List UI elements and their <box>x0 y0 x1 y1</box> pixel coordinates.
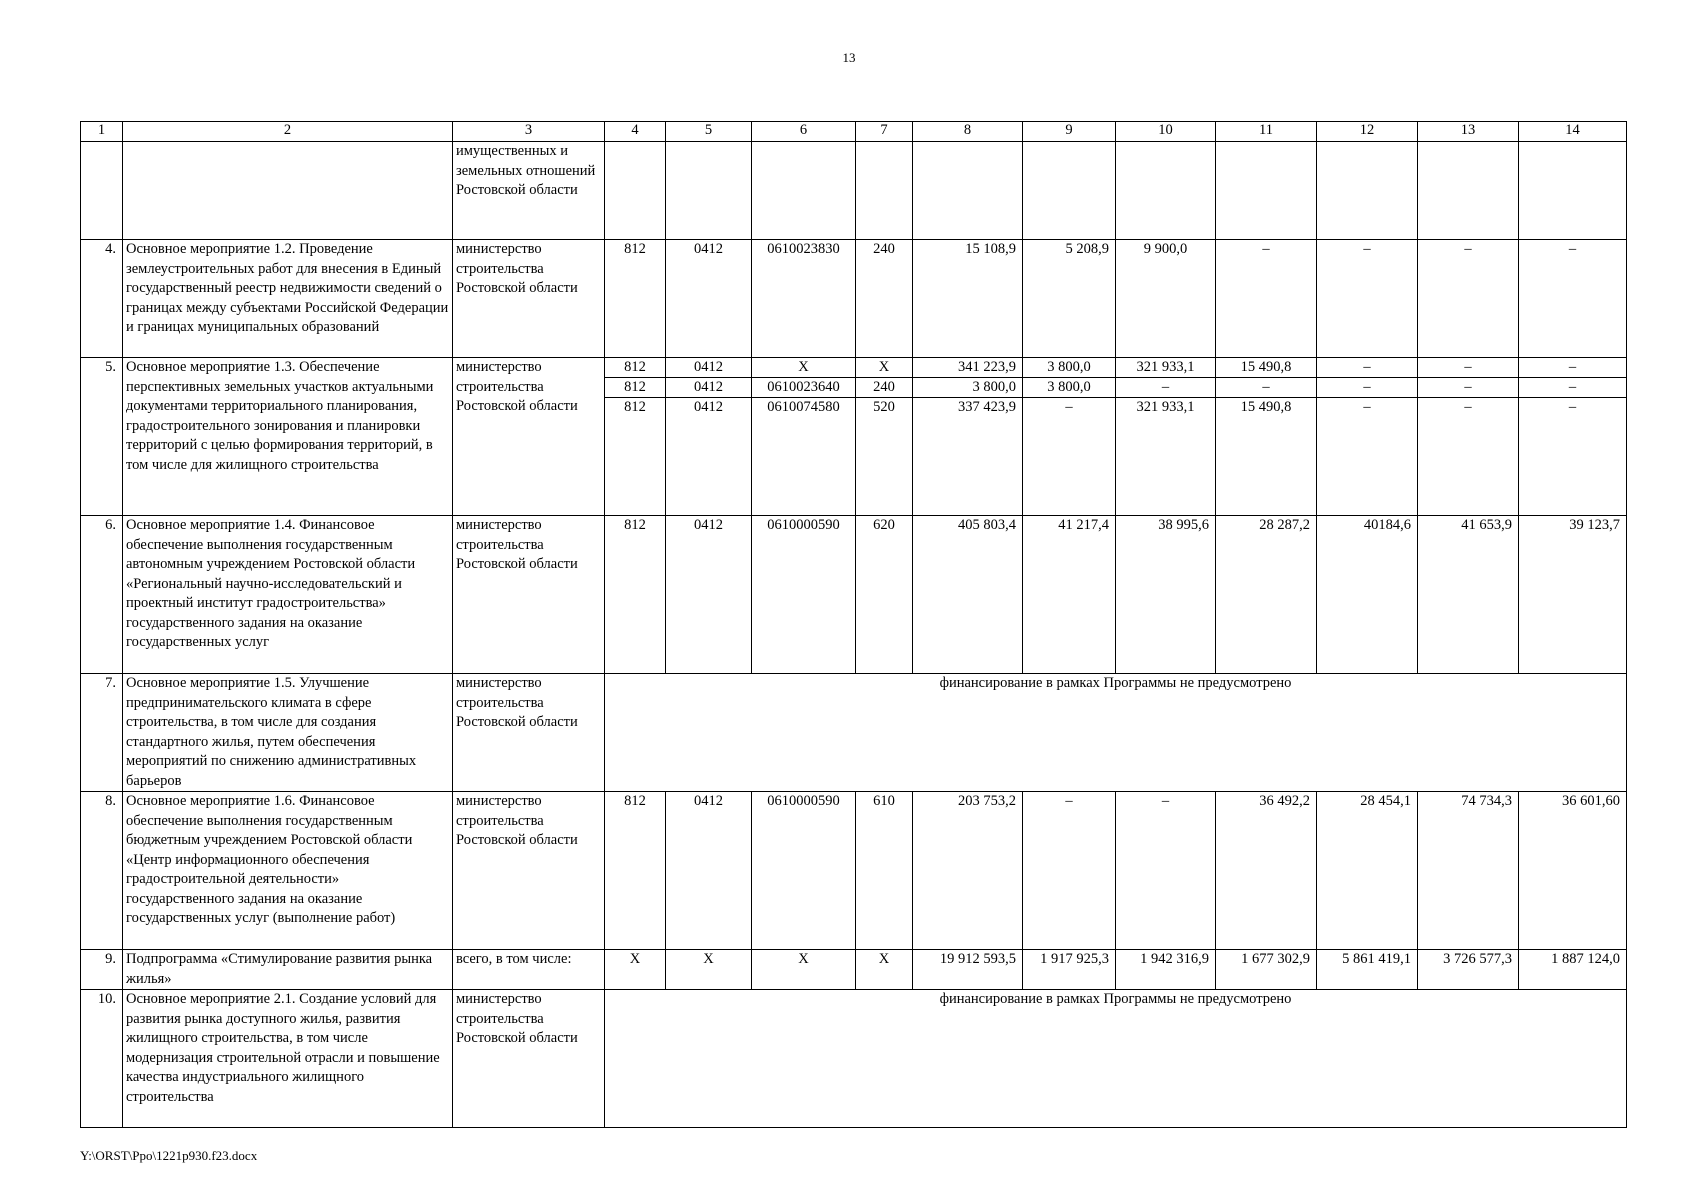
cell-c4: 812 <box>605 792 666 950</box>
cell-c12: – <box>1317 240 1418 358</box>
cell-c9 <box>1023 358 1116 516</box>
line-value: – <box>1116 378 1215 398</box>
line-value: 321 933,1 <box>1136 399 1195 415</box>
table-row <box>81 516 1627 674</box>
line-value: 341 223,9 <box>913 358 1022 378</box>
cell-c9: 41 217,4 <box>1023 516 1116 674</box>
cell-c11: 36 492,2 <box>1216 792 1317 950</box>
cell-c6: 0610023830 <box>752 240 856 358</box>
cell-c12: 5 861 419,1 <box>1317 950 1418 990</box>
table-row-continuation <box>81 142 1627 240</box>
executor-cell: всего, в том числе: <box>453 950 605 990</box>
cell-c4: 812 <box>605 240 666 358</box>
column-header: 3 <box>453 122 605 142</box>
line-value: – <box>1363 399 1371 415</box>
line-value: – <box>1418 358 1518 378</box>
line-value: X <box>856 358 912 378</box>
column-header: 10 <box>1116 122 1216 142</box>
line-value: – <box>1519 378 1626 398</box>
row-number: 10. <box>81 990 123 1128</box>
table-row <box>81 792 1627 950</box>
cell-c11: – <box>1216 240 1317 358</box>
cell-c11: 28 287,2 <box>1216 516 1317 674</box>
row-number: 4. <box>81 240 123 358</box>
cell-c13: 74 734,3 <box>1418 792 1519 950</box>
funding-note: финансирование в рамках Программы не предусмотрено <box>605 990 1627 1128</box>
cell-c5: 0412 <box>666 792 752 950</box>
line-value: 3 800,0 <box>1023 378 1115 398</box>
line-value: 812 <box>605 378 665 398</box>
row-number: 9. <box>81 950 123 990</box>
cell-c7 <box>856 358 913 516</box>
cell-c4 <box>605 358 666 516</box>
cell-c8: 19 912 593,5 <box>913 950 1023 990</box>
cell-c5 <box>666 358 752 516</box>
cell-c6: 0610000590 <box>752 516 856 674</box>
cell-c4: 812 <box>605 516 666 674</box>
budget-table <box>80 121 1627 1128</box>
column-header: 4 <box>605 122 666 142</box>
cell-c11 <box>1216 358 1317 516</box>
measure-name: Основное мероприятие 1.4. Финансовое обеспечение выполнения государственным автономным учреждением Ростовской области «Региональный научно-исследовательский и проектный институт градостроительства» государственного задания на оказание государственных услуг <box>123 516 453 674</box>
cell-c4: X <box>605 950 666 990</box>
executor-cell: министерство строительства Ростовской области <box>453 516 605 674</box>
row-number: 6. <box>81 516 123 674</box>
line-value: 0610074580 <box>767 399 840 415</box>
column-header: 1 <box>81 122 123 142</box>
measure-name: Основное мероприятие 1.5. Улучшение предпринимательского климата в сфере строительства, в том числе для создания стандартного жилья, путем обеспечения мероприятий по снижению административных барьеров <box>123 674 453 792</box>
cell-c13 <box>1418 358 1519 516</box>
cell-c9: 5 208,9 <box>1023 240 1116 358</box>
executor-cell: министерство строительства Ростовской области <box>453 990 605 1128</box>
line-value: 15 490,8 <box>1240 399 1292 415</box>
cell-c14 <box>1519 358 1627 516</box>
cell-c12: 40184,6 <box>1317 516 1418 674</box>
cell-c8: 405 803,4 <box>913 516 1023 674</box>
line-value: – <box>1317 358 1417 378</box>
cell-c6: X <box>752 950 856 990</box>
line-value: – <box>1317 378 1417 398</box>
column-header: 11 <box>1216 122 1317 142</box>
row-number: 7. <box>81 674 123 792</box>
cell-c14: 1 887 124,0 <box>1519 950 1627 990</box>
line-value: 3 800,0 <box>913 378 1022 398</box>
line-value: – <box>1418 378 1518 398</box>
cell-c7: 620 <box>856 516 913 674</box>
table-row <box>81 674 1627 792</box>
measure-name: Основное мероприятие 1.3. Обеспечение перспективных земельных участков актуальными документами территориального планирования, градостроительного зонирования и планировки территорий с целью формирования территорий, в том числе для жилищного строительства <box>123 358 453 516</box>
table-row <box>81 990 1627 1128</box>
line-value: 520 <box>873 399 895 415</box>
cell-c14: – <box>1519 240 1627 358</box>
executor-cell: министерство строительства Ростовской области <box>453 674 605 792</box>
cell-c13: 3 726 577,3 <box>1418 950 1519 990</box>
line-value: 812 <box>605 358 665 378</box>
measure-name: Основное мероприятие 1.2. Проведение землеустроительных работ для внесения в Единый государственный реестр недвижимости сведений о границах между субъектами Российской Федерации и границах муниципальных образований <box>123 240 453 358</box>
line-value: 0412 <box>666 378 751 398</box>
line-value: – <box>1216 378 1316 398</box>
cell-c10: – <box>1116 792 1216 950</box>
cell-c6 <box>752 358 856 516</box>
cell-c14: 39 123,7 <box>1519 516 1627 674</box>
table-row <box>81 358 1627 516</box>
row-number: 8. <box>81 792 123 950</box>
line-value: 337 423,9 <box>958 399 1016 415</box>
measure-name: Подпрограмма «Стимулирование развития рынка жилья» <box>123 950 453 990</box>
executor-cell: министерство строительства Ростовской области <box>453 792 605 950</box>
table-row <box>81 950 1627 990</box>
row-number: 5. <box>81 358 123 516</box>
line-value: – <box>1464 399 1472 415</box>
cell-c9: 1 917 925,3 <box>1023 950 1116 990</box>
cell-c12: 28 454,1 <box>1317 792 1418 950</box>
cell-c14: 36 601,60 <box>1519 792 1627 950</box>
cell-c5: 0412 <box>666 516 752 674</box>
measure-name: Основное мероприятие 1.6. Финансовое обеспечение выполнения государственным бюджетным учреждением Ростовской области «Центр информационного обеспечения градостроительной деятельности» государственного задания на оказание государственных услуг (выполнение работ) <box>123 792 453 950</box>
column-header: 2 <box>123 122 453 142</box>
cell-c9: – <box>1023 792 1116 950</box>
column-header: 9 <box>1023 122 1116 142</box>
line-value: 812 <box>624 399 646 415</box>
cell-c8 <box>913 358 1023 516</box>
line-value: – <box>1568 399 1577 415</box>
column-header: 12 <box>1317 122 1418 142</box>
cell-c6: 0610000590 <box>752 792 856 950</box>
cell-c11: 1 677 302,9 <box>1216 950 1317 990</box>
executor-cell: министерство строительства Ростовской области <box>453 240 605 358</box>
cell-c13: 41 653,9 <box>1418 516 1519 674</box>
cell-c7: 240 <box>856 240 913 358</box>
line-value: – <box>1065 399 1073 415</box>
cell-c8: 15 108,9 <box>913 240 1023 358</box>
line-value: 321 933,1 <box>1116 358 1215 378</box>
column-header: 13 <box>1418 122 1519 142</box>
line-value: 0610023640 <box>752 378 855 398</box>
funding-note: финансирование в рамках Программы не предусмотрено <box>605 674 1627 792</box>
line-value: 3 800,0 <box>1023 358 1115 378</box>
line-value: X <box>752 358 855 378</box>
cell-c10 <box>1116 358 1216 516</box>
line-value: 15 490,8 <box>1216 358 1316 378</box>
cell-c7: 610 <box>856 792 913 950</box>
table-row <box>81 240 1627 358</box>
cell-c5: 0412 <box>666 240 752 358</box>
cell-c10: 9 900,0 <box>1116 240 1216 358</box>
column-header: 8 <box>913 122 1023 142</box>
cell-c10: 38 995,6 <box>1116 516 1216 674</box>
measure-name: Основное мероприятие 2.1. Создание условий для развития рынка доступного жилья, развития жилищного строительства, в том числе модернизация строительной отрасли и повышение качества индустриального жилищного строительства <box>123 990 453 1128</box>
cell-c13: – <box>1418 240 1519 358</box>
cell-c10: 1 942 316,9 <box>1116 950 1216 990</box>
cell-c12 <box>1317 358 1418 516</box>
executor-cell: министерство строительства Ростовской области <box>453 358 605 516</box>
executor-cell: имущественных и земельных отношений Ростовской области <box>453 142 605 240</box>
cell-c8: 203 753,2 <box>913 792 1023 950</box>
column-number-row <box>81 122 1627 142</box>
line-value: 240 <box>856 378 912 398</box>
cell-c5: X <box>666 950 752 990</box>
column-header: 7 <box>856 122 913 142</box>
file-path-footer: Y:\ORST\Ppo\1221p930.f23.docx <box>80 1148 258 1163</box>
column-header: 14 <box>1519 122 1627 142</box>
column-header: 5 <box>666 122 752 142</box>
line-value: – <box>1519 358 1626 378</box>
line-value: 0412 <box>666 358 751 378</box>
line-value: 0412 <box>694 399 723 415</box>
cell-c7: X <box>856 950 913 990</box>
page-number: 13 <box>842 50 856 65</box>
column-header: 6 <box>752 122 856 142</box>
